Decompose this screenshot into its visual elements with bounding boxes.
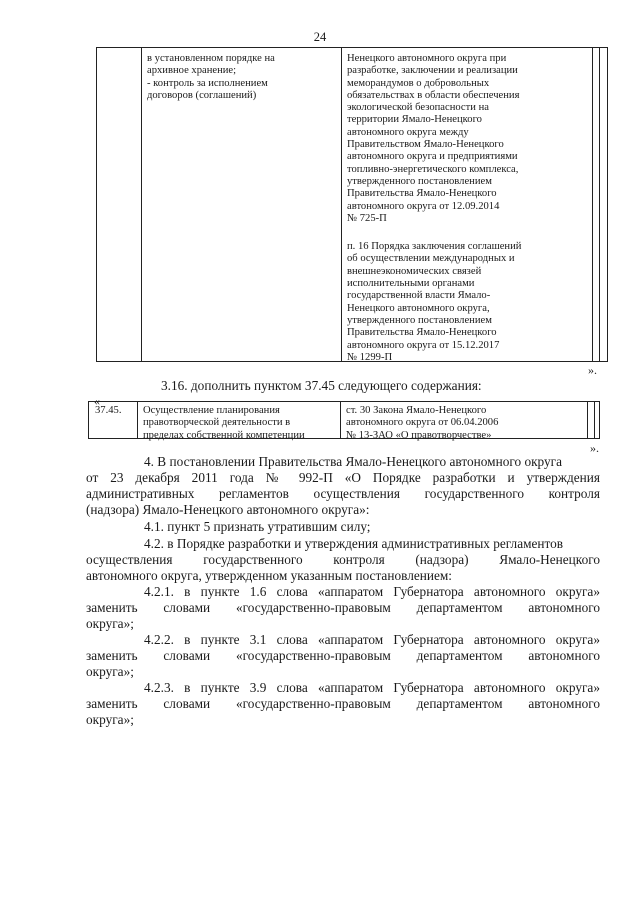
paragraph-4-2-1-line: заменить словами «государственно-правовым департаментом автономного	[86, 600, 600, 615]
cell-line: Ненецкого автономного округа,	[347, 302, 490, 314]
paragraph-4-2-1-line: 4.2.1. в пункте 1.6 слова «аппаратом Губернатора автономного округа»	[144, 584, 600, 599]
paragraph-4-2-line: осуществления государственного контроля (надзора) Ямало-Ненецкого	[86, 552, 600, 567]
paragraph-3-16: 3.16. дополнить пунктом 37.45 следующего содержания:	[161, 378, 482, 393]
paragraph-4-line: (надзора) Ямало-Ненецкого автономного округа»:	[86, 502, 370, 517]
column-divider	[599, 48, 600, 361]
paragraph-4-2-2-line: заменить словами «государственно-правовым департаментом автономного	[86, 648, 600, 663]
paragraph-4-1: 4.1. пункт 5 признать утратившим силу;	[144, 519, 371, 534]
cell-line: 37.45.	[95, 405, 122, 416]
cell-line: исполнительными органами	[347, 278, 475, 290]
cell-line: Правительством Ямало-Ненецкого	[347, 139, 504, 151]
cell-line: договоров (соглашений)	[147, 89, 257, 101]
paragraph-4-line: 4. В постановлении Правительства Ямало-Ненецкого автономного округа	[144, 454, 563, 469]
column-divider	[587, 402, 588, 438]
cell-line: об осуществлении международных и	[347, 253, 515, 265]
cell-line: - контроль за исполнением	[147, 77, 268, 89]
cell-line: государственной власти Ямало-	[347, 290, 491, 302]
cell-line: меморандумов о добровольных	[347, 77, 490, 89]
cell-line: № 13-ЗАО «О правотворчестве»	[346, 429, 492, 441]
paragraph-4-2-2-line: 4.2.2. в пункте 3.1 слова «аппаратом Губернатора автономного округа»	[144, 632, 600, 647]
cell-line: пределах собственной компетенции	[143, 429, 305, 441]
column-divider	[592, 48, 593, 361]
paragraph-4-line: от 23 декабря 2011 года № 992-П «О Порядке разработки и утверждения	[86, 470, 600, 485]
cell-line: в установленном порядке на	[147, 53, 275, 64]
cell-line: автономного округа и предприятиями	[347, 151, 518, 163]
cell-line: обязательствах в области обеспечения	[347, 89, 520, 101]
paragraph-4-2-2-line: округа»;	[86, 664, 134, 679]
cell-line: автономного округа от 06.04.2006	[346, 417, 499, 429]
paragraph-4-2-line: 4.2. в Порядке разработки и утверждения административных регламентов	[144, 536, 564, 551]
paragraph-4-2-line: автономного округа, утвержденном указанным постановлением:	[86, 568, 452, 583]
cell-line: Правительства Ямало-Ненецкого	[347, 188, 497, 200]
cell-line: ст. 30 Закона Ямало-Ненецкого	[346, 405, 487, 416]
column-divider	[137, 402, 138, 438]
cell-line: Осуществление планирования	[143, 405, 280, 416]
closing-quote: ».	[588, 363, 597, 377]
column-divider	[341, 48, 342, 361]
table-cell-number	[95, 405, 121, 417]
paragraph-4-2-3-line: 4.2.3. в пункте 3.9 слова «аппаратом Губернатора автономного округа»	[144, 680, 600, 695]
table-cell-description	[143, 405, 305, 442]
table-new-item	[88, 401, 600, 439]
cell-line: автономного округа от 15.12.2017	[347, 339, 500, 351]
cell-line: автономного округа от 12.09.2014	[347, 200, 500, 212]
cell-line: утвержденного постановлением	[347, 175, 492, 187]
cell-line: Правительства Ямало-Ненецкого	[347, 327, 497, 339]
column-divider	[141, 48, 142, 361]
cell-line: п. 16 Порядка заключения соглашений	[347, 241, 522, 253]
closing-quote: ».	[590, 441, 599, 455]
cell-line: топливно-энергетического комплекса,	[347, 163, 519, 175]
table-cell-legal-basis	[347, 53, 521, 364]
column-divider	[594, 402, 595, 438]
paragraph-4-2-3-line: заменить словами «государственно-правовым департаментом автономного	[86, 696, 600, 711]
cell-line: автономного округа между	[347, 126, 469, 138]
cell-line: № 1299-П	[347, 351, 393, 363]
table-continuation	[96, 47, 608, 362]
cell-line: архивное хранение;	[147, 65, 237, 77]
cell-line: Ненецкого автономного округа при	[347, 53, 507, 64]
table-cell-description	[147, 53, 275, 102]
column-divider	[340, 402, 341, 438]
paragraph-4-2-3-line: округа»;	[86, 712, 134, 727]
paragraph-4-line: административных регламентов осуществления государственного контроля	[86, 486, 600, 501]
cell-line: внешнеэкономических связей	[347, 265, 482, 277]
table-cell-legal-basis	[346, 405, 498, 442]
cell-line: территории Ямало-Ненецкого	[347, 114, 482, 126]
cell-line: правотворческой деятельности в	[143, 417, 291, 429]
cell-line: экологической безопасности на	[347, 102, 489, 114]
cell-line: утвержденного постановлением	[347, 314, 492, 326]
opening-quote: «	[94, 394, 100, 408]
page-number: 24	[313, 30, 327, 44]
paragraph-4-2-1-line: округа»;	[86, 616, 134, 631]
cell-line: разработке, заключении и реализации	[347, 65, 518, 77]
cell-line: № 725-П	[347, 212, 387, 224]
